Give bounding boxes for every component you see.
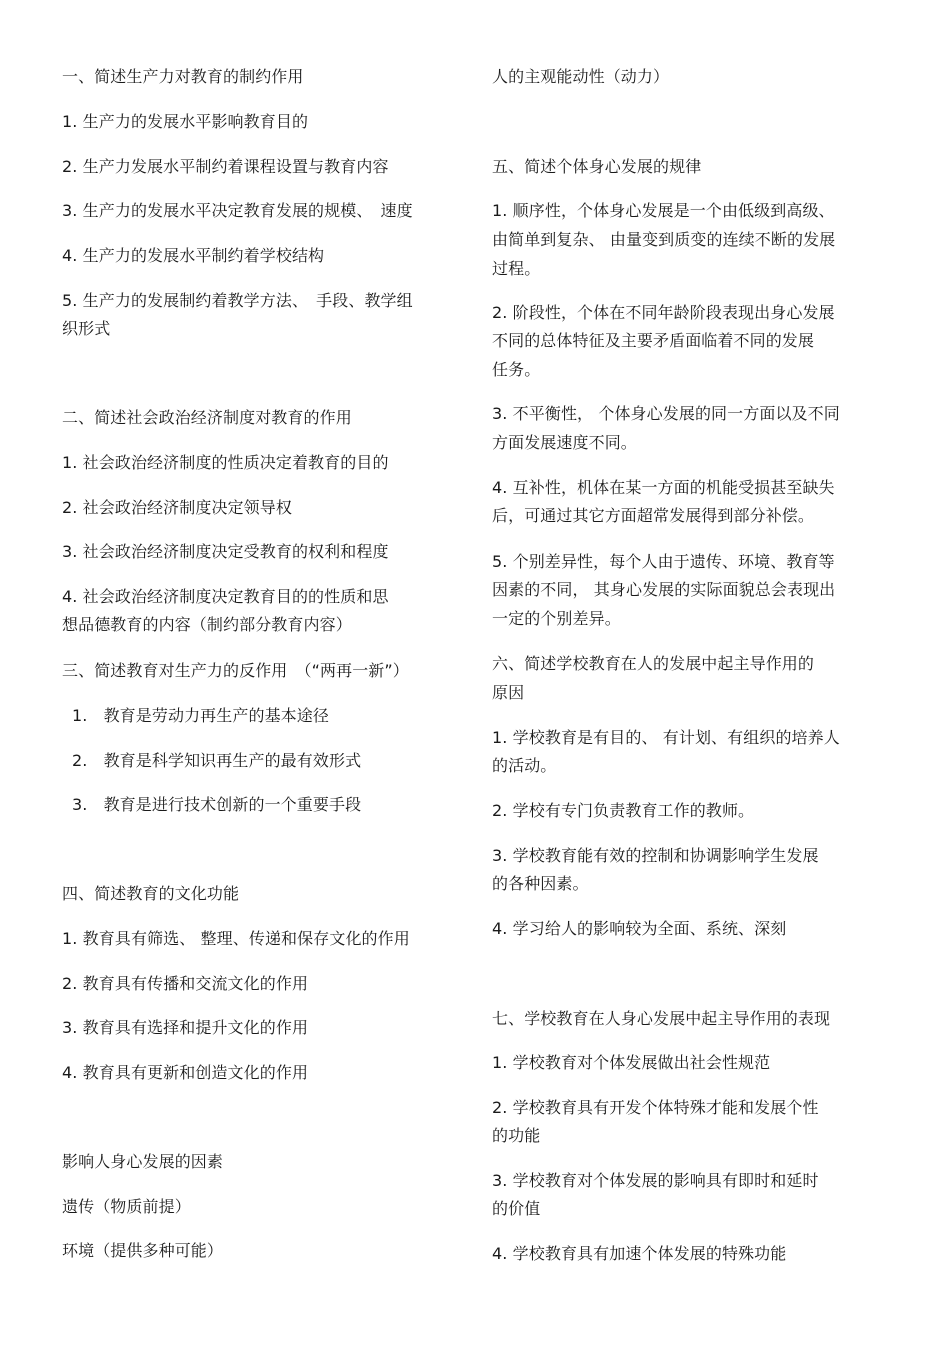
section-5-item-2-line-3: 任务。 [492, 360, 541, 379]
section-2-item-2: 2. 社会政治经济制度决定领导权 [62, 498, 292, 517]
section-7-item-2-line-1: 2. 学校教育具有开发个体特殊才能和发展个性 [492, 1098, 819, 1117]
factor-initiative: 人的主观能动性（动力） [492, 67, 670, 86]
section-3-item-3: 3. 教育是进行技术创新的一个重要手段 [72, 795, 362, 814]
section-3-title: 三、简述教育对生产力的反作用 （“两再一新”） [62, 661, 409, 680]
section-4-title: 四、简述教育的文化功能 [62, 884, 240, 903]
section-5-item-2-line-2: 不同的总体特征及主要矛盾面临着不同的发展 [492, 331, 815, 350]
section-4-item-3: 3. 教育具有选择和提升文化的作用 [62, 1018, 309, 1037]
section-7-item-1: 1. 学校教育对个体发展做出社会性规范 [492, 1053, 771, 1072]
section-5-item-4-line-1: 4. 互补性，机体在某一方面的机能受损甚至缺失 [492, 478, 835, 497]
section-5-item-5-line-3: 一定的个别差异。 [492, 609, 621, 628]
section-5-item-1-line-2: 由简单到复杂、 由量变到质变的连续不断的发展 [492, 230, 836, 249]
section-7-item-3-line-2: 的价值 [492, 1199, 541, 1218]
section-7-item-4: 4. 学校教育具有加速个体发展的特殊功能 [492, 1244, 787, 1263]
section-6-item-3-line-2: 的各种因素。 [492, 874, 589, 893]
section-1-item-4: 4. 生产力的发展水平制约着学校结构 [62, 246, 325, 265]
section-6-title-line-2: 原因 [492, 683, 525, 702]
section-2-item-1: 1. 社会政治经济制度的性质决定着教育的目的 [62, 453, 389, 472]
section-5-item-3-line-1: 3. 不平衡性， 个体身心发展的同一方面以及不同 [492, 404, 840, 423]
section-4-item-4: 4. 教育具有更新和创造文化的作用 [62, 1063, 309, 1082]
section-3-item-2: 2. 教育是科学知识再生产的最有效形式 [72, 751, 362, 770]
section-6-item-1-line-2: 的活动。 [492, 756, 557, 775]
section-7-item-2-line-2: 的功能 [492, 1126, 541, 1145]
section-6-title-line-1: 六、简述学校教育在人的发展中起主导作用的 [492, 654, 815, 673]
section-1-item-3: 3. 生产力的发展水平决定教育发展的规模、 速度 [62, 201, 413, 220]
section-2-item-4-line-1: 4. 社会政治经济制度决定教育目的的性质和思 [62, 587, 389, 606]
section-7-title: 七、学校教育在人身心发展中起主导作用的表现 [492, 1009, 831, 1028]
section-4-item-2: 2. 教育具有传播和交流文化的作用 [62, 974, 309, 993]
section-6-item-3-line-1: 3. 学校教育能有效的控制和协调影响学生发展 [492, 846, 819, 865]
section-1-item-1: 1. 生产力的发展水平影响教育目的 [62, 112, 309, 131]
section-1-item-5-line-2: 织形式 [62, 319, 111, 338]
section-2-item-3: 3. 社会政治经济制度决定受教育的权利和程度 [62, 542, 389, 561]
section-1-item-5-line-1: 5. 生产力的发展制约着教学方法、 手段、教学组 [62, 291, 413, 310]
section-5-item-4-line-2: 后，可通过其它方面超常发展得到部分补偿。 [492, 506, 815, 525]
section-2-item-4-line-2: 想品德教育的内容（制约部分教育内容） [62, 615, 352, 634]
section-2-title: 二、简述社会政治经济制度对教育的作用 [62, 408, 352, 427]
factor-environment: 环境（提供多种可能） [62, 1241, 224, 1260]
section-5-item-3-line-2: 方面发展速度不同。 [492, 433, 637, 452]
section-5-item-1-line-1: 1. 顺序性，个体身心发展是一个由低级到高级、 [492, 201, 835, 220]
section-6-item-1-line-1: 1. 学校教育是有目的、 有计划、有组织的培养人 [492, 728, 840, 747]
section-4-item-1: 1. 教育具有筛选、 整理、传递和保存文化的作用 [62, 929, 410, 948]
factor-heredity: 遗传（物质前提） [62, 1197, 191, 1216]
section-1-title: 一、简述生产力对教育的制约作用 [62, 67, 304, 86]
section-5-item-2-line-1: 2. 阶段性，个体在不同年龄阶段表现出身心发展 [492, 303, 835, 322]
section-5-item-5-line-1: 5. 个别差异性，每个人由于遗传、环境、教育等 [492, 552, 835, 571]
section-5-item-5-line-2: 因素的不同， 其身心发展的实际面貌总会表现出 [492, 580, 836, 599]
factors-title: 影响人身心发展的因素 [62, 1152, 224, 1171]
section-7-item-3-line-1: 3. 学校教育对个体发展的影响具有即时和延时 [492, 1171, 819, 1190]
section-6-item-2: 2. 学校有专门负责教育工作的教师。 [492, 801, 755, 820]
section-3-item-1: 1. 教育是劳动力再生产的基本途径 [72, 706, 329, 725]
section-1-item-2: 2. 生产力发展水平制约着课程设置与教育内容 [62, 157, 389, 176]
section-6-item-4: 4. 学习给人的影响较为全面、系统、深刻 [492, 919, 787, 938]
section-5-title: 五、简述个体身心发展的规律 [492, 157, 702, 176]
section-5-item-1-line-3: 过程。 [492, 259, 541, 278]
